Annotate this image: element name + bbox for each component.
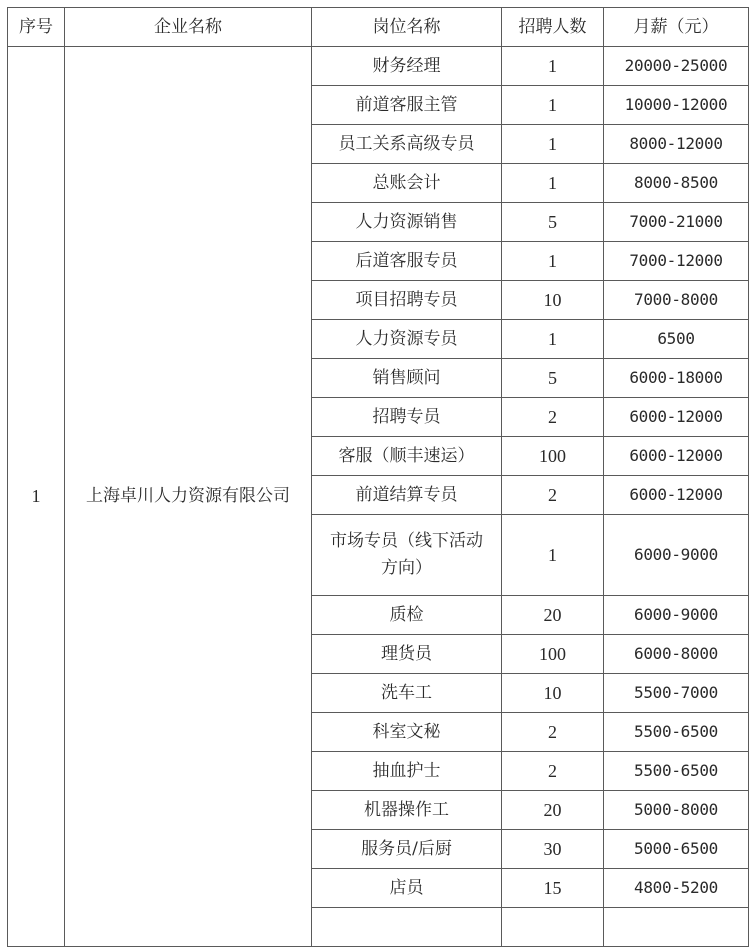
- headcount-cell: 100: [502, 635, 604, 674]
- header-salary: 月薪（元）: [604, 8, 749, 47]
- headcount-cell: 1: [502, 320, 604, 359]
- headcount-cell: 20: [502, 596, 604, 635]
- table-row: [8, 47, 749, 86]
- salary-cell: 6000-12000: [604, 437, 749, 476]
- recruitment-table: [7, 7, 749, 947]
- salary-cell: 6000-12000: [604, 476, 749, 515]
- headcount-cell: 20: [502, 791, 604, 830]
- salary-cell: 6000-18000: [604, 359, 749, 398]
- headcount-cell: 2: [502, 476, 604, 515]
- position-cell: 前道结算专员: [312, 476, 502, 515]
- position-cell: 人力资源专员: [312, 320, 502, 359]
- salary-cell: 4800-5200: [604, 869, 749, 908]
- position-cell: 财务经理: [312, 47, 502, 86]
- salary-cell: 6000-9000: [604, 596, 749, 635]
- salary-cell: 5500-6500: [604, 752, 749, 791]
- position-cell: 总账会计: [312, 164, 502, 203]
- headcount-cell: 1: [502, 242, 604, 281]
- headcount-cell: 10: [502, 281, 604, 320]
- headcount-cell: 2: [502, 752, 604, 791]
- salary-cell: 10000-12000: [604, 86, 749, 125]
- position-cell: 项目招聘专员: [312, 281, 502, 320]
- headcount-cell: 1: [502, 515, 604, 596]
- salary-cell: 5000-6500: [604, 830, 749, 869]
- header-company: 企业名称: [65, 8, 312, 47]
- position-cell: 理货员: [312, 635, 502, 674]
- headcount-cell: 10: [502, 674, 604, 713]
- headcount-cell: 2: [502, 713, 604, 752]
- header-index: 序号: [8, 8, 65, 47]
- position-cell: 人力资源销售: [312, 203, 502, 242]
- salary-cell: 6500: [604, 320, 749, 359]
- headcount-cell: 5: [502, 203, 604, 242]
- position-cell: 销售顾问: [312, 359, 502, 398]
- header-headcount: 招聘人数: [502, 8, 604, 47]
- position-cell: 前道客服主管: [312, 86, 502, 125]
- headcount-cell: [502, 908, 604, 947]
- position-cell: 招聘专员: [312, 398, 502, 437]
- salary-cell: 7000-12000: [604, 242, 749, 281]
- headcount-cell: 5: [502, 359, 604, 398]
- salary-cell: 8000-8500: [604, 164, 749, 203]
- position-cell: 后道客服专员: [312, 242, 502, 281]
- position-cell: 质检: [312, 596, 502, 635]
- salary-cell: 8000-12000: [604, 125, 749, 164]
- position-cell: 店员: [312, 869, 502, 908]
- position-cell: 抽血护士: [312, 752, 502, 791]
- position-cell: 服务员/后厨: [312, 830, 502, 869]
- headcount-cell: 2: [502, 398, 604, 437]
- position-cell: 机器操作工: [312, 791, 502, 830]
- headcount-cell: 1: [502, 47, 604, 86]
- salary-cell: 6000-8000: [604, 635, 749, 674]
- salary-cell: 5000-8000: [604, 791, 749, 830]
- position-cell: 洗车工: [312, 674, 502, 713]
- headcount-cell: 1: [502, 164, 604, 203]
- position-cell: [312, 908, 502, 947]
- position-cell: 客服（顺丰速运）: [312, 437, 502, 476]
- table-header-row: [8, 8, 749, 47]
- headcount-cell: 30: [502, 830, 604, 869]
- position-cell: 市场专员（线下活动方向）: [312, 515, 502, 596]
- company-name-cell: 上海卓川人力资源有限公司: [65, 47, 312, 947]
- salary-cell: 7000-21000: [604, 203, 749, 242]
- headcount-cell: 15: [502, 869, 604, 908]
- headcount-cell: 1: [502, 125, 604, 164]
- salary-cell: 6000-12000: [604, 398, 749, 437]
- headcount-cell: 1: [502, 86, 604, 125]
- salary-cell: 5500-7000: [604, 674, 749, 713]
- headcount-cell: 100: [502, 437, 604, 476]
- position-cell: 员工关系高级专员: [312, 125, 502, 164]
- salary-cell: 7000-8000: [604, 281, 749, 320]
- salary-cell: [604, 908, 749, 947]
- index-cell: 1: [8, 47, 65, 947]
- salary-cell: 20000-25000: [604, 47, 749, 86]
- salary-cell: 6000-9000: [604, 515, 749, 596]
- position-cell: 科室文秘: [312, 713, 502, 752]
- header-position: 岗位名称: [312, 8, 502, 47]
- salary-cell: 5500-6500: [604, 713, 749, 752]
